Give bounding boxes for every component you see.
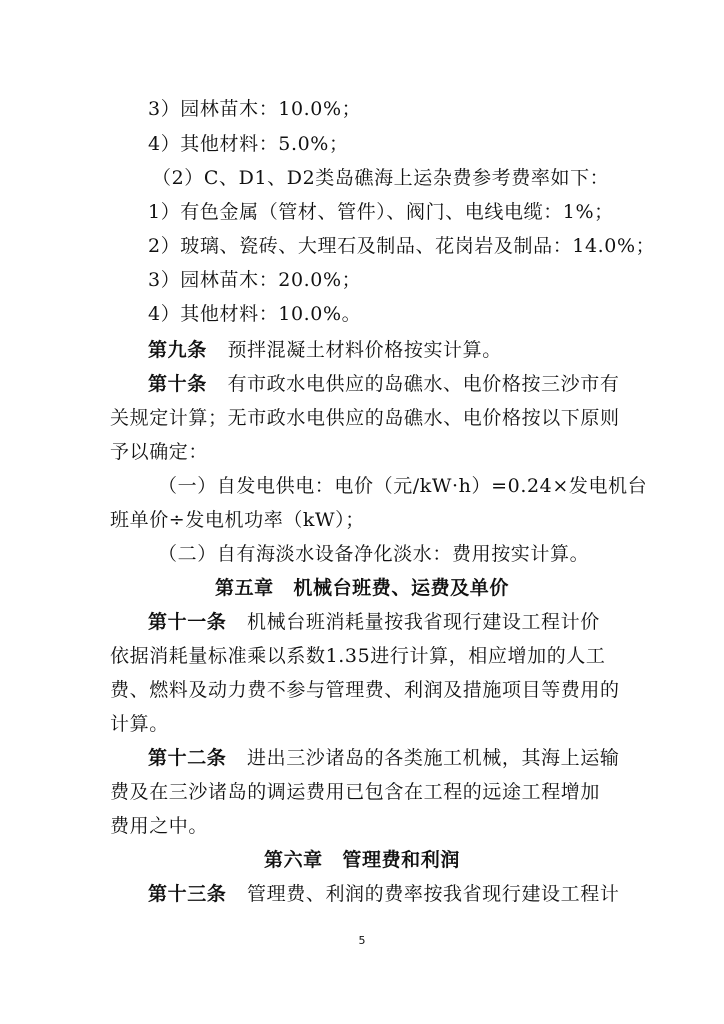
article-12-line-3: 费用之中。 — [110, 815, 209, 837]
article-11-line-3: 费、燃料及动力费不参与管理费、利润及措施项目等费用的 — [110, 679, 620, 701]
list-item-other-materials: 4）其他材料：5.0%； — [148, 133, 349, 155]
article-9-text: 预拌混凝土材料价格按实计算。 — [227, 339, 502, 361]
chapter-5-title: 第五章 机械台班费、运费及单价 — [214, 577, 509, 599]
article-11-line-2: 依据消耗量标准乘以系数1.35进行计算，相应增加的人工 — [110, 645, 606, 667]
page-number: 5 — [358, 934, 366, 947]
article-10-line-2: 关规定计算；无市政水电供应的岛礁水、电价格按以下原则 — [110, 407, 620, 429]
article-10-text-1: 有市政水电供应的岛礁水、电价格按三沙市有 — [227, 373, 620, 395]
list-item-nonferrous-metals: 1）有色金属（管材、管件）、阀门、电线电缆：1%； — [148, 201, 614, 223]
article-11-line-4: 计算。 — [110, 713, 169, 735]
list-item-nursery-stock-2: 3）园林苗木：20.0%； — [148, 269, 362, 291]
article-12-line-2: 费及在三沙诸岛的调运费用已包含在工程的远途工程增加 — [110, 781, 601, 803]
article-11-text-1: 机械台班消耗量按我省现行建设工程计价 — [247, 611, 600, 633]
article-10-item-1-line-2: 班单价÷发电机功率（kW）； — [110, 509, 365, 531]
article-13-text-1: 管理费、利润的费率按我省现行建设工程计 — [247, 883, 620, 905]
article-10-label: 第十条 — [148, 373, 207, 395]
article-12-label: 第十二条 — [148, 747, 227, 769]
list-item-glass-tiles: 2）玻璃、瓷砖、大理石及制品、花岗岩及制品：14.0%； — [148, 235, 656, 257]
article-12-text-1: 进出三沙诸岛的各类施工机械，其海上运输 — [247, 747, 620, 769]
section-heading-c-d1-d2: （2）C、D1、D2类岛礁海上运杂费参考费率如下： — [152, 167, 610, 189]
article-10-line-1 — [148, 371, 619, 397]
chapter-6-title: 第六章 管理费和利润 — [263, 849, 460, 871]
list-item-other-materials-2: 4）其他材料：10.0%。 — [148, 303, 362, 325]
article-10-line-3: 予以确定： — [110, 441, 209, 463]
article-10-item-1-line-1: （一）自发电供电：电价（元/kW·h）=0.24×发电机台 — [158, 475, 648, 497]
article-9-label: 第九条 — [148, 339, 207, 361]
article-9 — [148, 337, 502, 363]
article-13-label: 第十三条 — [148, 883, 227, 905]
article-11-label: 第十一条 — [148, 611, 227, 633]
article-11-line-1 — [148, 609, 600, 635]
article-12-line-1 — [148, 745, 619, 771]
list-item-nursery-stock: 3）园林苗木：10.0%； — [148, 98, 362, 120]
article-13-line-1 — [148, 881, 619, 907]
article-10-item-2: （二）自有海淡水设备净化淡水：费用按实计算。 — [158, 543, 590, 565]
